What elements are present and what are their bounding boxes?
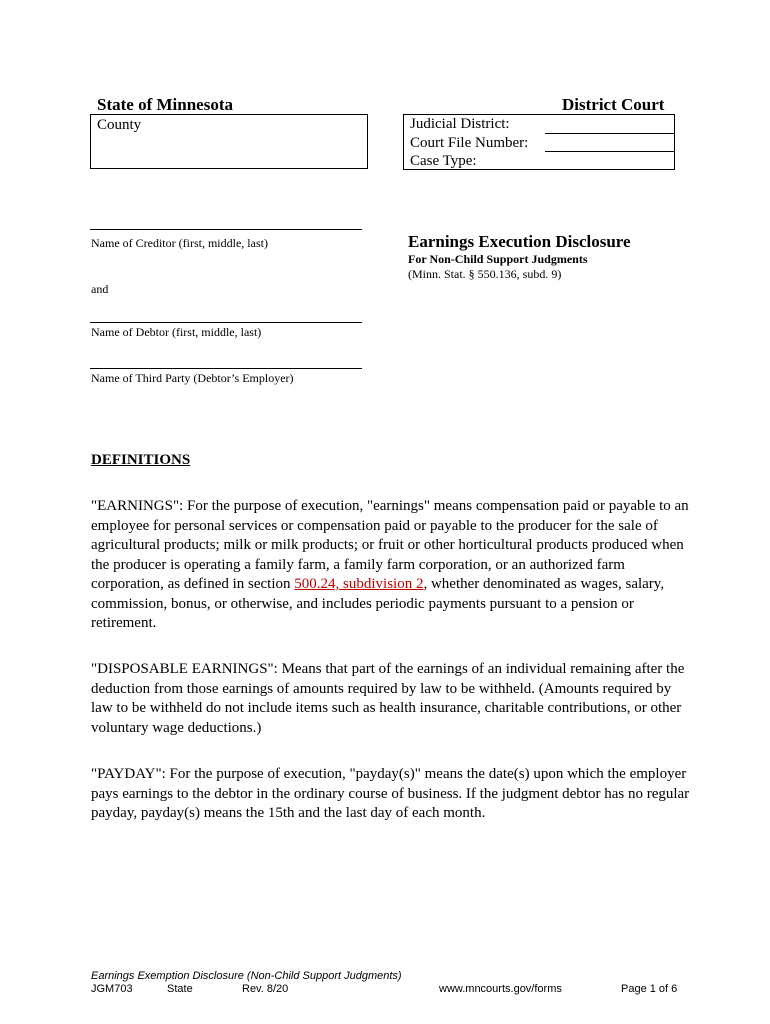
court-file-number-field[interactable] [545,151,674,152]
footer-page-number: Page 1 of 6 [621,983,678,995]
form-subtitle: For Non-Child Support Judgments [408,252,588,266]
county-box [90,114,368,169]
third-party-label: Name of Third Party (Debtor’s Employer) [91,371,294,385]
statute-reference: (Minn. Stat. § 550.136, subd. 9) [408,267,562,281]
court-file-number-label: Court File Number: [410,135,529,151]
creditor-name-field[interactable] [90,229,362,230]
case-info-box [403,114,675,170]
footer-form-title: Earnings Exemption Disclosure (Non-Child Support Judgments) [91,970,402,982]
county-label: County [97,117,142,133]
statute-500-24-link[interactable]: 500.24, subdivision 2 [294,576,424,592]
creditor-label: Name of Creditor (first, middle, last) [91,236,268,250]
debtor-label: Name of Debtor (first, middle, last) [91,325,262,339]
footer-website: www.mncourts.gov/forms [439,983,562,995]
earnings-text-end: , whether denominated as wages, salary, commission, bonus, or otherwise, and includes periodic payments pursuant to a pension or retirement. [91,576,665,631]
footer-revision: Rev. 8/20 [242,983,289,995]
court-heading: District Court [562,95,665,114]
definitions-heading: DEFINITIONS [91,452,191,468]
case-type-label: Case Type: [410,153,477,169]
debtor-name-field[interactable] [90,322,362,323]
form-title: Earnings Execution Disclosure [408,232,631,251]
and-label: and [91,282,109,296]
state-heading: State of Minnesota [97,95,233,114]
judicial-district-label: Judicial District: [410,116,510,132]
third-party-name-field[interactable] [90,368,362,369]
footer-form-code: JGM703 [91,983,133,995]
earnings-definition [91,497,691,634]
disposable-earnings-definition: "DISPOSABLE EARNINGS": Means that part of the earnings of an individual remaining after the deduction from those earnings of amounts required by law to be withheld. (Amounts required by law to be withheld do not include items such as health insurance, charitable contributions, or other voluntary wage deductions.) [91,661,685,736]
earnings-text-start: "EARNINGS": For the purpose of execution, "earnings" means compensation paid or payable to an employee for personal services or compensation paid or payable to the producer for the sale of agricultural products; milk or milk products; or fruit or other horticultural products produced when the producer is operating a family farm, a family farm corporation, or an authorized farm corporation, as defined in section [91,498,689,592]
judicial-district-field[interactable] [545,133,674,134]
payday-definition: "PAYDAY": For the purpose of execution, "payday(s)" means the date(s) upon which the employer pays earnings to the debtor in the ordinary course of business. If the judgment debtor has no regular payday, payday(s) means the 15th and the last day of each month. [91,766,690,821]
footer-scope: State [167,983,193,995]
